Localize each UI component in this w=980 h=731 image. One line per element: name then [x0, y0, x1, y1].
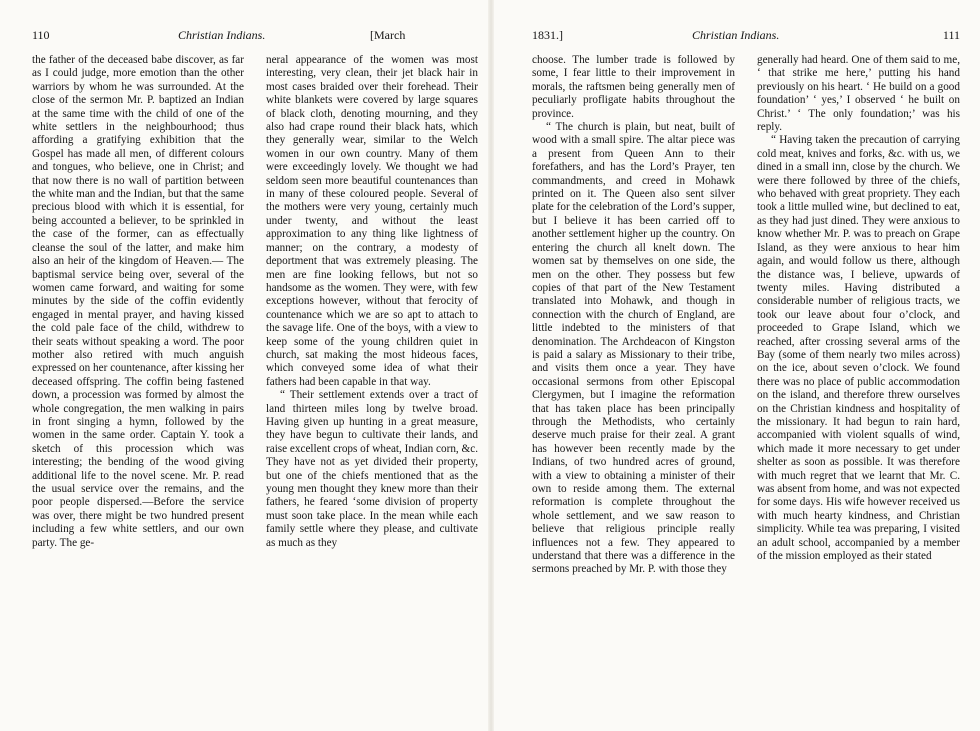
right-page: [532, 28, 960, 577]
right-page-columns: [532, 54, 960, 577]
running-title: Christian Indians.: [692, 28, 780, 42]
left-page: [32, 28, 478, 550]
page-number: 111: [942, 28, 960, 42]
paragraph: the father of the deceased babe discover, as far as I could judge, more emotion than the other warriors by whom he was surrounded. At the close of the sermon Mr. P. baptized an Indian at the same time with the child of one of the white settlers in the neighbourhood; thus affording a gratifying exhibition that the Gospel has made all men, of different colours and tongues, who believe, one in Christ; and that now there is no wall of partition between the white man and the Indian, but that the same precious blood with which it is essential, for being accounted a believer, to be sprinkled in the case of the former, can as effectually cleanse the soul of the latter, and make him also an heir of the kingdom of Heaven.— The baptismal service being over, several of the women came forward, and waiting for some minutes by the side of the coffin evidently engaged in mental prayer, and having kissed the cold pale face of the child, withdrew to their seats without speaking a word. The poor mother also retired with much anguish expressed on her countenance, after kissing her deceased offspring. The coffin being fastened down, a procession was formed by almost the whole congregation, the men walking in pairs in front singing a hymn, followed by the women in the same order. Captain Y. took a sketch of this procession which was interesting; the bending of the wood giving additional life to the novel scene. Mr. P. read the usual service over the remains, and the poor people dispersed.—Before the service was over, there might be two hundred present including a few white settlers, and our own party. The ge-: [32, 54, 244, 549]
running-title: Christian Indians.: [178, 28, 266, 42]
right-page-header: [532, 28, 960, 44]
left-column-2: [266, 54, 478, 550]
running-year: 1831.]: [532, 28, 563, 42]
paragraph: “ Their settlement extends over a tract of land thirteen miles long by twelve broad. Having given up hunting in a great measure, they have begun to cultivate their lands, and raise excellent crops of wheat, Indian corn, &c. They have not as yet divided their property, but one of the chiefs mentioned that as the young men thought they knew more than their fathers, he feared ‘some division of property must soon take place. In the mean while each family settle where they please, and cultivate as much as they: [266, 389, 478, 549]
left-page-header: [32, 28, 478, 44]
page-number: 110: [32, 28, 50, 42]
right-column-2: [757, 54, 960, 577]
left-page-columns: [32, 54, 478, 550]
paragraph: generally had heard. One of them said to me, ‘ that strike me here,’ putting his hand previously on his heart. ‘ He build on a good foundation’ ‘ yes,’ I observed ‘ he built on Christ.’ ‘ The only foundation;’ was his reply.: [757, 54, 960, 134]
paragraph: choose. The lumber trade is followed by some, I fear little to their improvement in morals, the raftsmen being generally men of peculiarly profligate habits throughout the province.: [532, 54, 735, 120]
running-month: [March: [370, 28, 406, 42]
paragraph: “ Having taken the precaution of carrying cold meat, knives and forks, &c. with us, we dined in a small inn, close by the church. We were there followed by three of the chiefs, who behaved with great propriety. They each took a little mulled wine, but declined to eat, as they had just dined. They were anxious to know whether Mr. P. was to preach on Grape Island, as they were anxious to hear him again, and would follow us there, although the distance was, I believe, upwards of twenty miles. Having distributed a considerable number of religious tracts, we took our leave about four o’clock, and proceeded to Grape Island, which we reached, after crossing several arms of the Bay (some of them nearly two miles across) on the ice, about seven o’clock. We found there was no place of public accommodation on the island, and therefore threw ourselves on the Christian kindness and hospitality of the missionary. It had begun to rain hard, accompanied with violent squalls of wind, which made it more necessary to get under shelter as soon as possible. It was therefore with much regret that we learnt that Mr. C. was absent from home, and was not expected for some days. His wife however received us with much hearty kindness, and Christian simplicity. While tea was preparing, I visited an adult school, accompanied by a member of the mission employed as their stated: [757, 134, 960, 563]
right-column-1: [532, 54, 735, 577]
book-gutter: [488, 0, 494, 731]
paragraph: “ The church is plain, but neat, built of wood with a small spire. The altar piece was a present from Queen Ann to their forefathers, and has the Lord’s Prayer, ten commandments, and creed in Mohawk printed on it. The Queen also sent silver plate for the celebration of the Lord’s supper, but I believe it has been carried off to another settlement higher up the country. On entering the church all knelt down. The women sat by themselves on one side, the men on the other. They possess but few copies of that part of the New Testament translated into Mohawk, and though in connection with the church of England, are little indebted to the ministers of that denomination. The Archdeacon of Kingston is paid a salary as Missionary to their tribe, and visits them once a year. They have occasional sermons from other Episcopal Clergymen, but I imagine the reformation that has taken place has been principally through the Methodists, who certainly deserve much praise for their zeal. A grant has however been recently made by the Indians, of two hundred acres of ground, with a view to obtaining a minister of their own to reside among them. The external reformation is complete throughout the whole settlement, and we saw reason to believe that religious principle really influences not a few. They appeared to understand that there was a difference in the sermons preached by Mr. P. with those they: [532, 121, 735, 576]
left-column-1: [32, 54, 244, 550]
paragraph: neral appearance of the women was most interesting, very clean, their jet black hair in most cases braided over their forehead. Their white blankets were covered by large squares of black cloth, denoting mourning, and they also had crape round their black hats, which they generally wear, similar to the Welch women in our own country. Many of them were exceedingly lovely. We thought we had seldom seen more beautiful countenances than in many of these coloured people. Several of the mothers were very young, certainly much under twenty, and without the least approximation to any thing like lightness of manner; on the contrary, a modesty of deportment that was extremely pleasing. The men are fine looking fellows, but not so handsome as the women. They were, with few exceptions however, without that ferocity of countenance which we are so apt to attach to the savage life. One of the boys, with a view to keep some of the young children quiet in church, sat making the most hideous faces, which conveyed some idea of what their fathers had been capable in that way.: [266, 54, 478, 388]
